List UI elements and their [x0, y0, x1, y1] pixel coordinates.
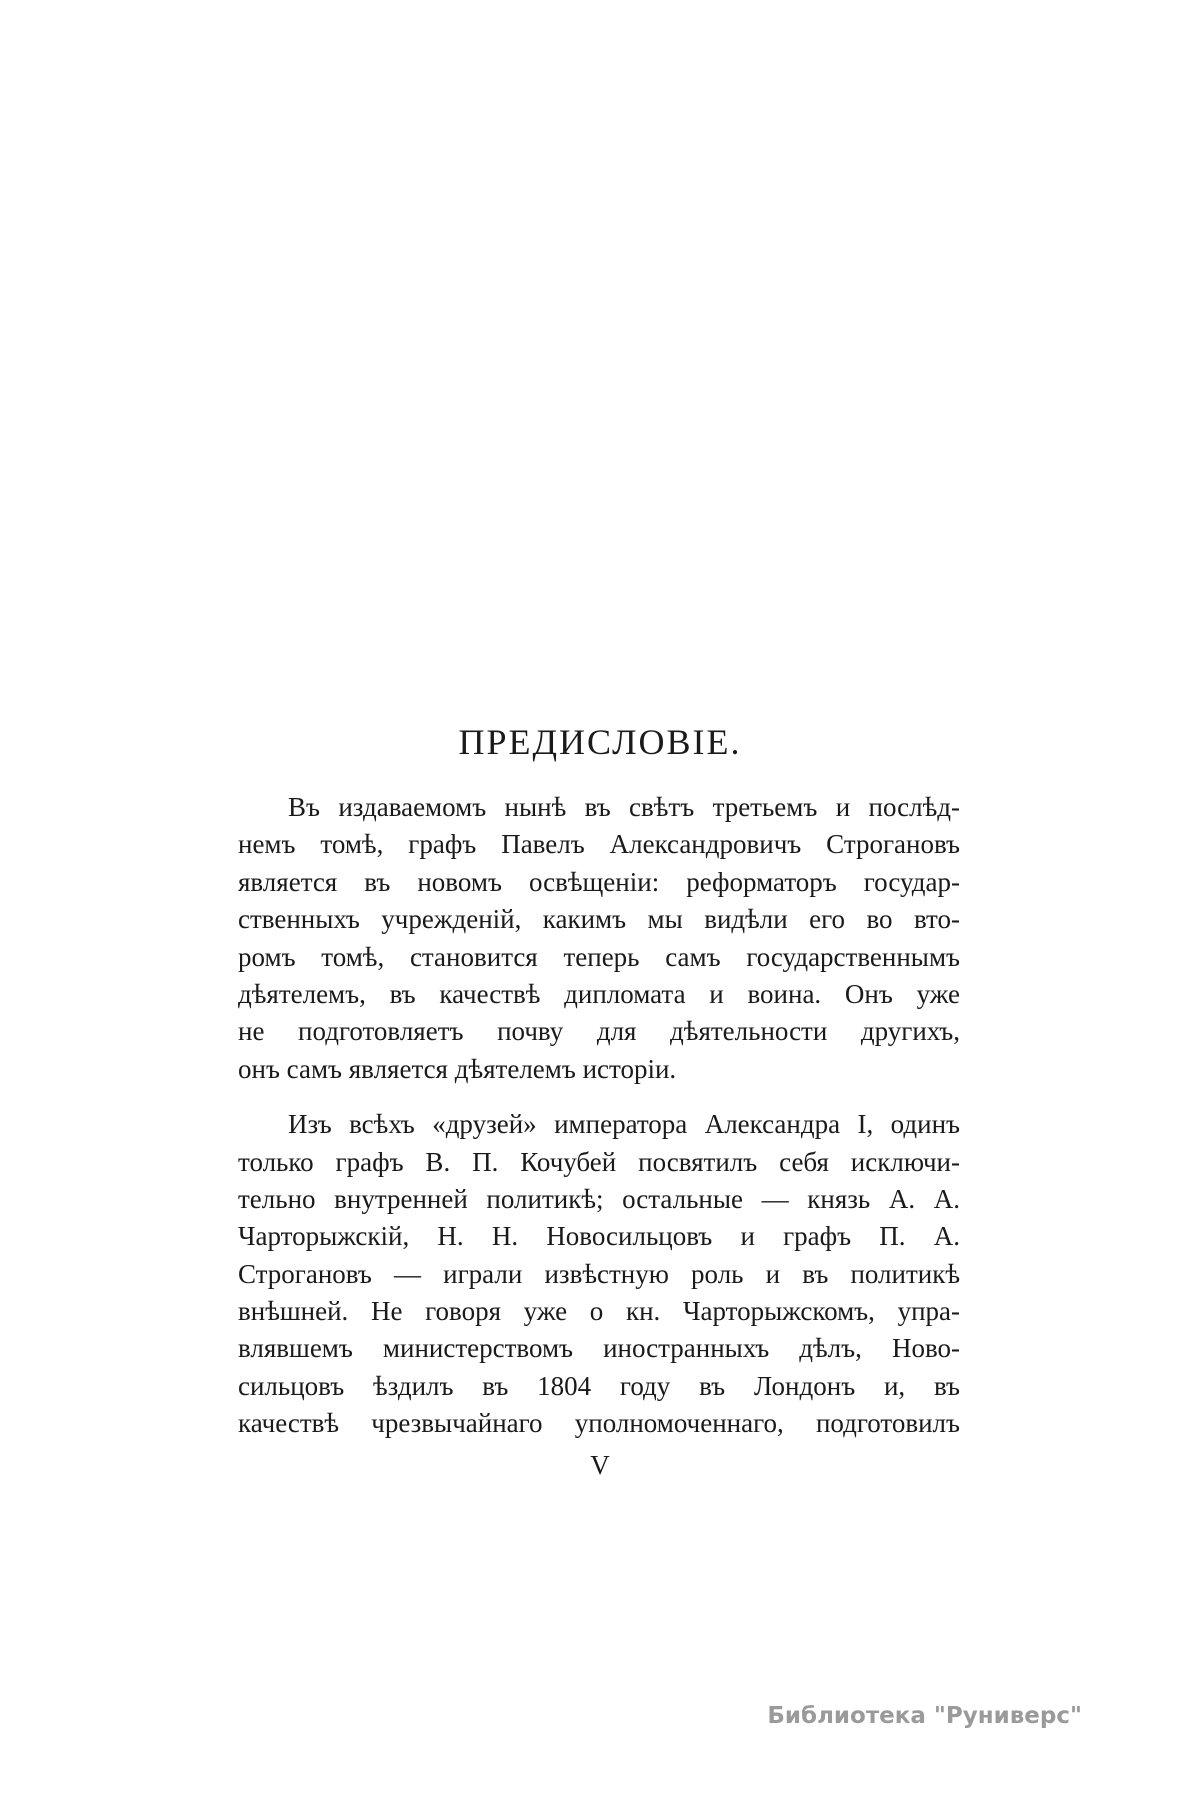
text-line: не подготовляетъ почву для дѣятельности другихъ, [238, 1016, 960, 1047]
text-line: только графъ В. П. Кочубей посвятилъ себя исключи- [238, 1146, 960, 1177]
body-text [238, 789, 960, 1443]
paragraph-spacer [238, 1088, 960, 1106]
text-line: качествѣ чрезвычайнаго уполномоченнаго, подготовилъ [238, 1408, 960, 1439]
text-line: дѣятелемъ, въ качествѣ дипломата и воина. Онъ уже [238, 978, 960, 1009]
text-line: Чарторыжскій, Н. Н. Новосильцовъ и графъ П. А. [238, 1221, 960, 1252]
text-line: тельно внутренней политикѣ; остальные — князь А. А. [238, 1183, 960, 1214]
text-line: является въ новомъ освѣщеніи: реформаторъ государ- [238, 866, 960, 897]
text-line: влявшемъ министерствомъ иностранныхъ дѣлъ, Ново- [238, 1333, 960, 1364]
text-line: ственныхъ учрежденій, какимъ мы видѣли его во вто- [238, 904, 960, 935]
text-line: сильцовъ ѣздилъ въ 1804 году въ Лондонъ и, въ [238, 1370, 960, 1401]
page-title: ПРЕДИСЛОВІЕ. [458, 722, 742, 762]
text-line: онъ самъ является дѣятелемъ исторіи. [238, 1053, 677, 1084]
paragraph-1 [238, 789, 960, 1088]
text-line: Изъ всѣхъ «друзей» императора Александра I, одинъ [288, 1109, 960, 1140]
text-line: немъ томѣ, графъ Павелъ Александровичъ Строгановъ [238, 829, 960, 860]
paragraph-2 [238, 1106, 960, 1443]
page-number: V [590, 1450, 610, 1480]
library-watermark: Библиотека "Руниверс" [767, 1703, 1082, 1729]
text-line: Въ издаваемомъ нынѣ въ свѣтъ третьемъ и послѣд- [288, 792, 960, 822]
text-line: Строгановъ — играли извѣстную роль и въ политикѣ [238, 1258, 960, 1289]
text-line: ромъ томѣ, становится теперь самъ государственнымъ [238, 941, 960, 972]
text-line: внѣшней. Не говоря уже о кн. Чарторыжскомъ, упра- [238, 1296, 960, 1327]
